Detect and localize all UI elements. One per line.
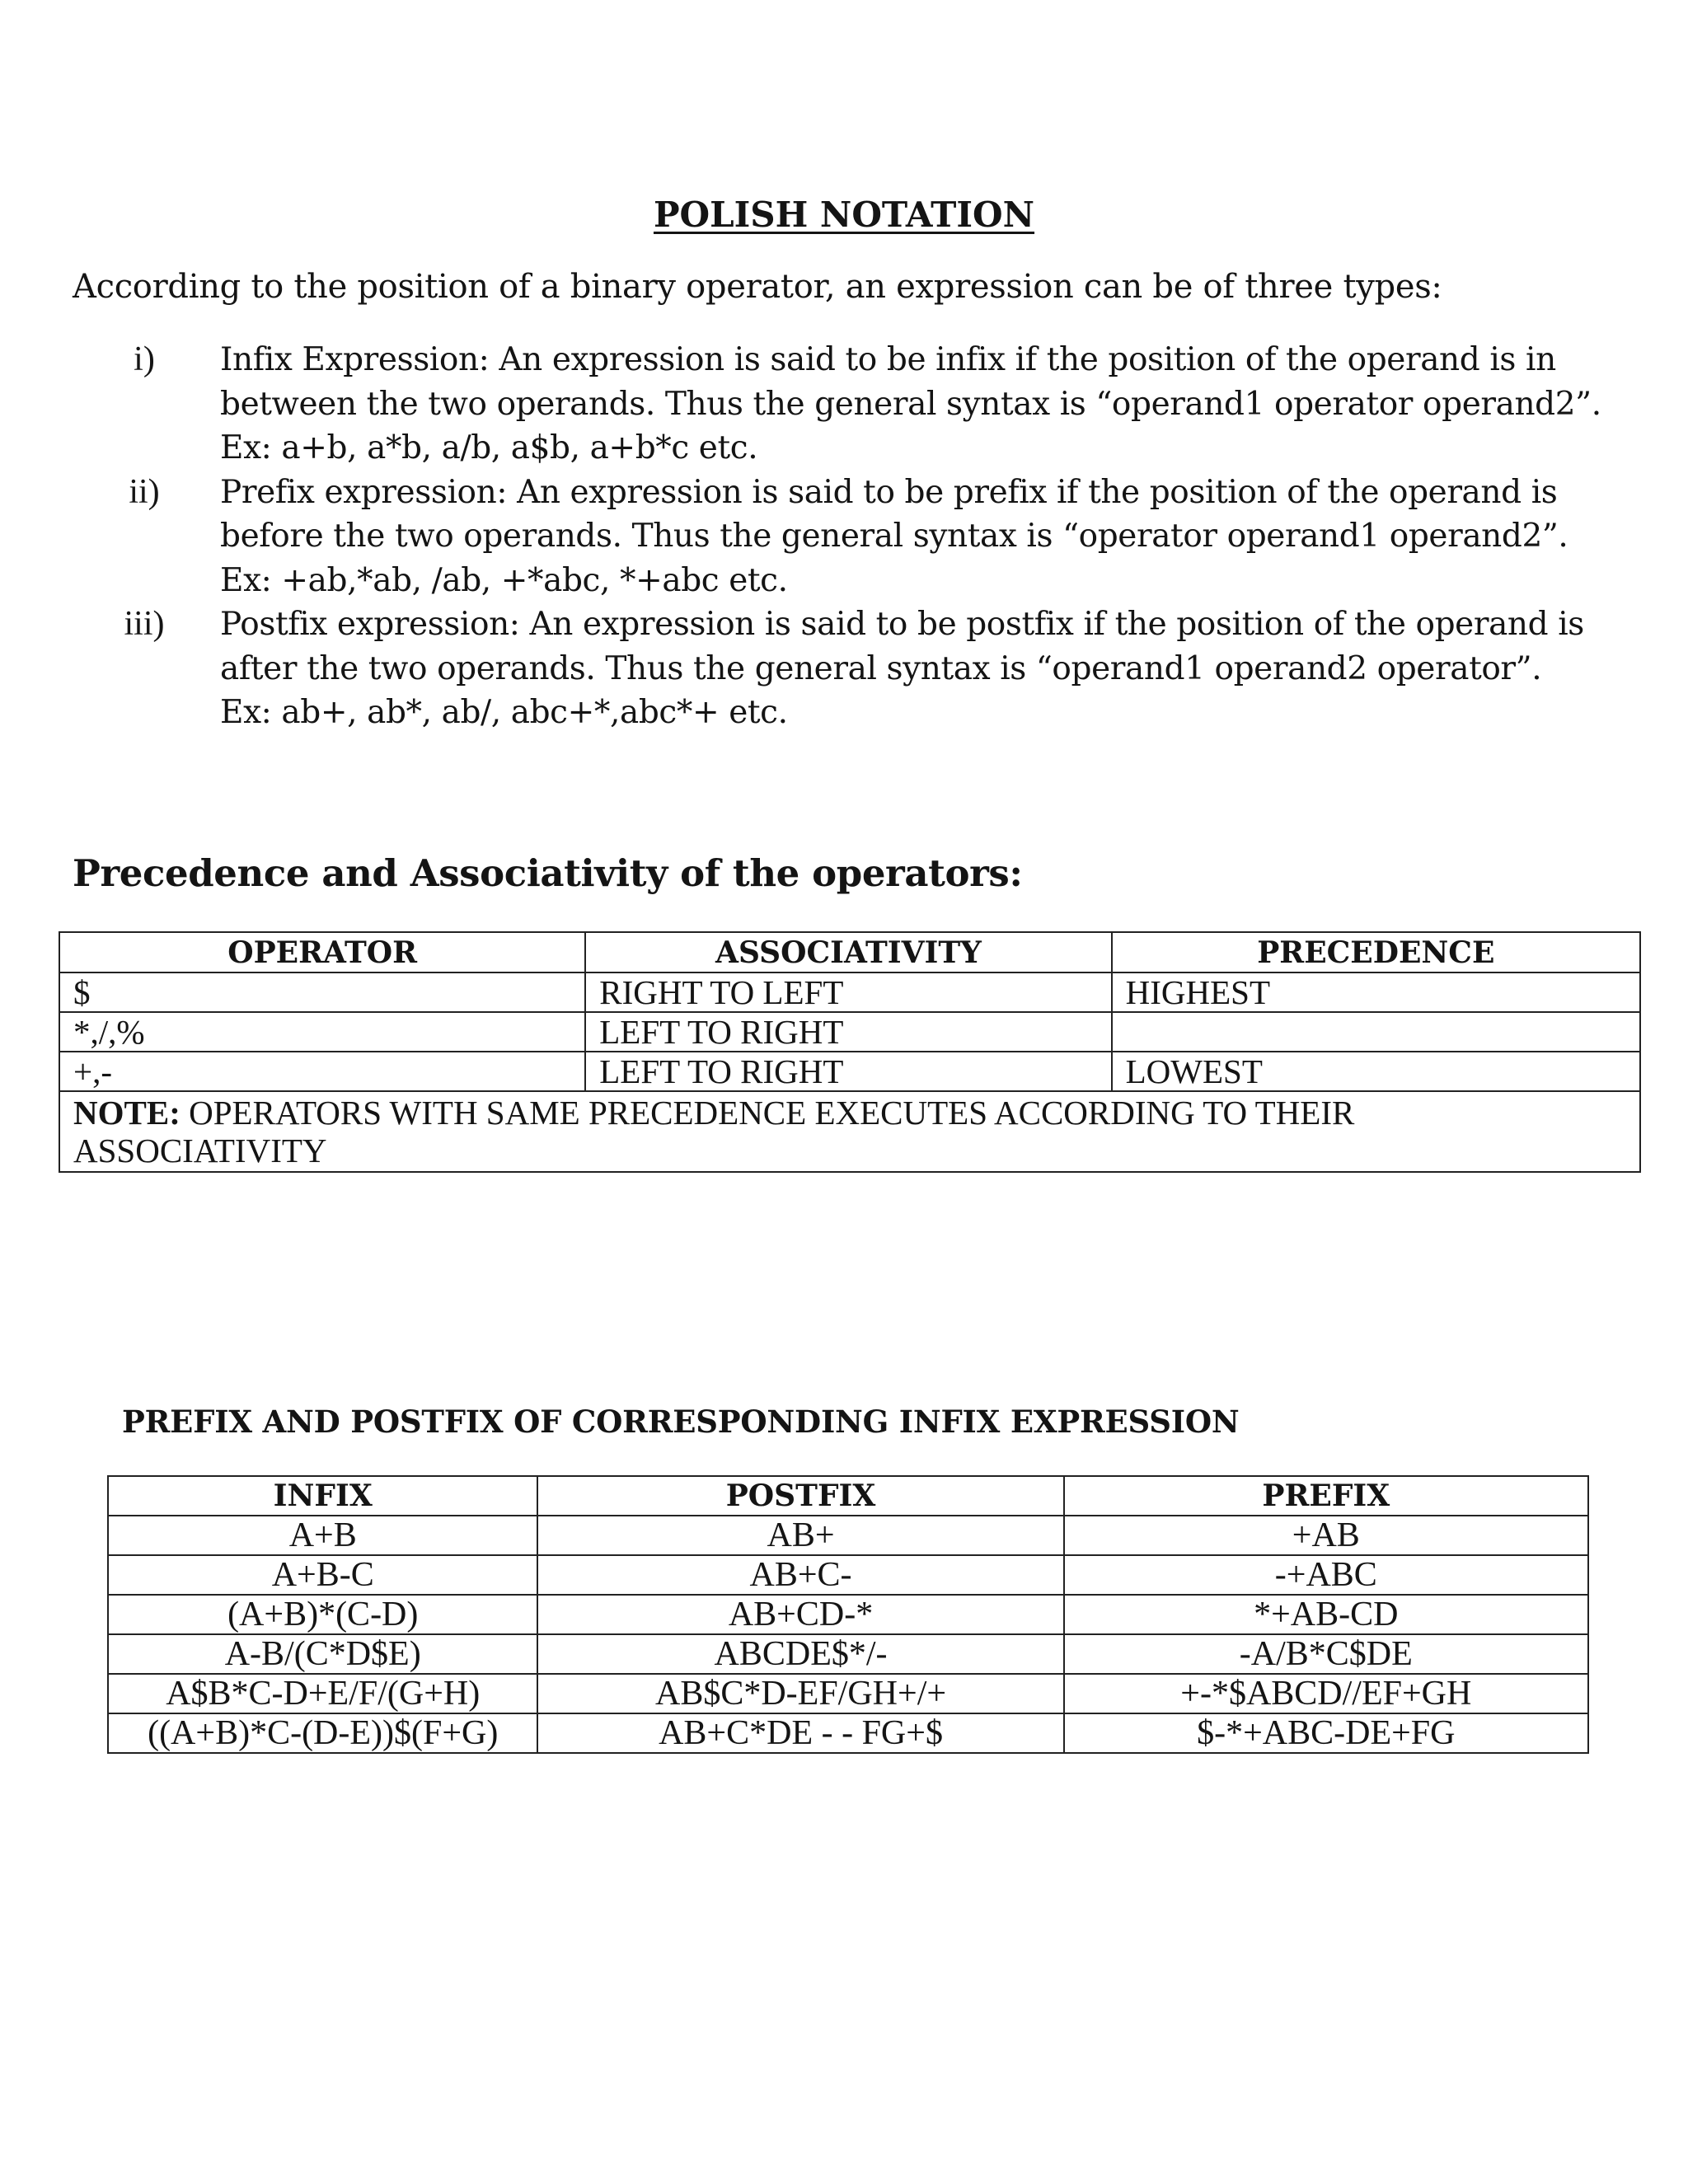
table-cell: AB+CD-* [537, 1595, 1063, 1634]
note-text-continued: ASSOCIATIVITY [73, 1132, 327, 1169]
list-item-line: Ex: +ab,*ab, /ab, +*abc, *+abc etc. [220, 561, 788, 599]
table-cell: ABCDE$*/- [537, 1634, 1063, 1674]
table-cell: $-*+ABC-DE+FG [1064, 1713, 1588, 1753]
table-cell: RIGHT TO LEFT [585, 972, 1111, 1012]
note-text: OPERATORS WITH SAME PRECEDENCE EXECUTES ACCORDING TO THEIR [180, 1094, 1355, 1132]
table-header-row [108, 1476, 1588, 1516]
list-item-line: Postfix expression: An expression is said to be postfix if the position of the operand is [220, 606, 1584, 643]
table-header-row [59, 932, 1640, 972]
table-row [108, 1674, 1588, 1713]
list-number: ii) [129, 472, 160, 511]
table-cell: +,- [59, 1052, 585, 1091]
table-cell: *+AB-CD [1064, 1595, 1588, 1634]
column-header: OPERATOR [59, 932, 585, 972]
list-number: iii) [124, 605, 165, 643]
table-cell: ((A+B)*C-(D-E))$(F+G) [108, 1713, 537, 1753]
conversion-table [107, 1475, 1589, 1754]
page-title: POLISH NOTATION [653, 194, 1035, 235]
table-cell: A$B*C-D+E/F/(G+H) [108, 1674, 537, 1713]
list-number: i) [134, 340, 155, 378]
table-cell: $ [59, 972, 585, 1012]
expression-types-list [120, 338, 1603, 735]
column-header: PREFIX [1064, 1476, 1588, 1516]
note-row [59, 1091, 1640, 1172]
table-row [59, 1012, 1640, 1052]
table-cell: AB+ [537, 1516, 1063, 1555]
table-cell: +AB [1064, 1516, 1588, 1555]
list-item-line: Infix Expression: An expression is said to be infix if the position of the operand is in [220, 341, 1556, 378]
list-item-line: before the two operands. Thus the general syntax is “operator operand1 operand2”. [220, 518, 1568, 555]
table-cell [1112, 1012, 1640, 1052]
column-header: PRECEDENCE [1112, 932, 1640, 972]
note-label: NOTE: [73, 1094, 181, 1132]
table-cell: LEFT TO RIGHT [585, 1012, 1111, 1052]
note-cell [59, 1091, 1640, 1172]
list-item-line: between the two operands. Thus the general syntax is “operand1 operator operand2”. [220, 385, 1601, 423]
conversion-heading: PREFIX AND POSTFIX OF CORRESPONDING INFIX EXPRESSION [122, 1404, 1240, 1440]
table-cell: A+B [108, 1516, 537, 1555]
table-cell: (A+B)*(C-D) [108, 1595, 537, 1634]
precedence-heading: Precedence and Associativity of the operators: [73, 851, 1023, 895]
list-item-postfix [120, 602, 1603, 735]
table-row [108, 1516, 1588, 1555]
table-row [59, 1052, 1640, 1091]
table-cell: -+ABC [1064, 1555, 1588, 1595]
column-header: ASSOCIATIVITY [585, 932, 1111, 972]
table-row [108, 1555, 1588, 1595]
table-cell: LEFT TO RIGHT [585, 1052, 1111, 1091]
list-item-line: Ex: a+b, a*b, a/b, a$b, a+b*c etc. [220, 429, 758, 466]
table-cell: *,/,% [59, 1012, 585, 1052]
table-row [59, 972, 1640, 1012]
list-item-line: Ex: ab+, ab*, ab/, abc+*,abc*+ etc. [220, 694, 788, 731]
table-cell: HIGHEST [1112, 972, 1640, 1012]
table-cell: LOWEST [1112, 1052, 1640, 1091]
table-row [108, 1595, 1588, 1634]
table-row [108, 1713, 1588, 1753]
column-header: INFIX [108, 1476, 537, 1516]
precedence-table [59, 931, 1641, 1173]
column-header: POSTFIX [537, 1476, 1063, 1516]
table-row [108, 1634, 1588, 1674]
table-cell: +-*$ABCD//EF+GH [1064, 1674, 1588, 1713]
table-cell: A-B/(C*D$E) [108, 1634, 537, 1674]
table-cell: -A/B*C$DE [1064, 1634, 1588, 1674]
table-cell: AB+C*DE - - FG+$ [537, 1713, 1063, 1753]
table-cell: AB$C*D-EF/GH+/+ [537, 1674, 1063, 1713]
intro-paragraph: According to the position of a binary operator, an expression can be of three types: [73, 268, 1442, 306]
table-cell: A+B-C [108, 1555, 537, 1595]
list-item-line: after the two operands. Thus the general syntax is “operand1 operand2 operator”. [220, 649, 1542, 687]
table-cell: AB+C- [537, 1555, 1063, 1595]
list-item-prefix [120, 471, 1603, 603]
list-item-line: Prefix expression: An expression is said to be prefix if the position of the operand is [220, 473, 1558, 511]
list-item-infix [120, 338, 1603, 471]
